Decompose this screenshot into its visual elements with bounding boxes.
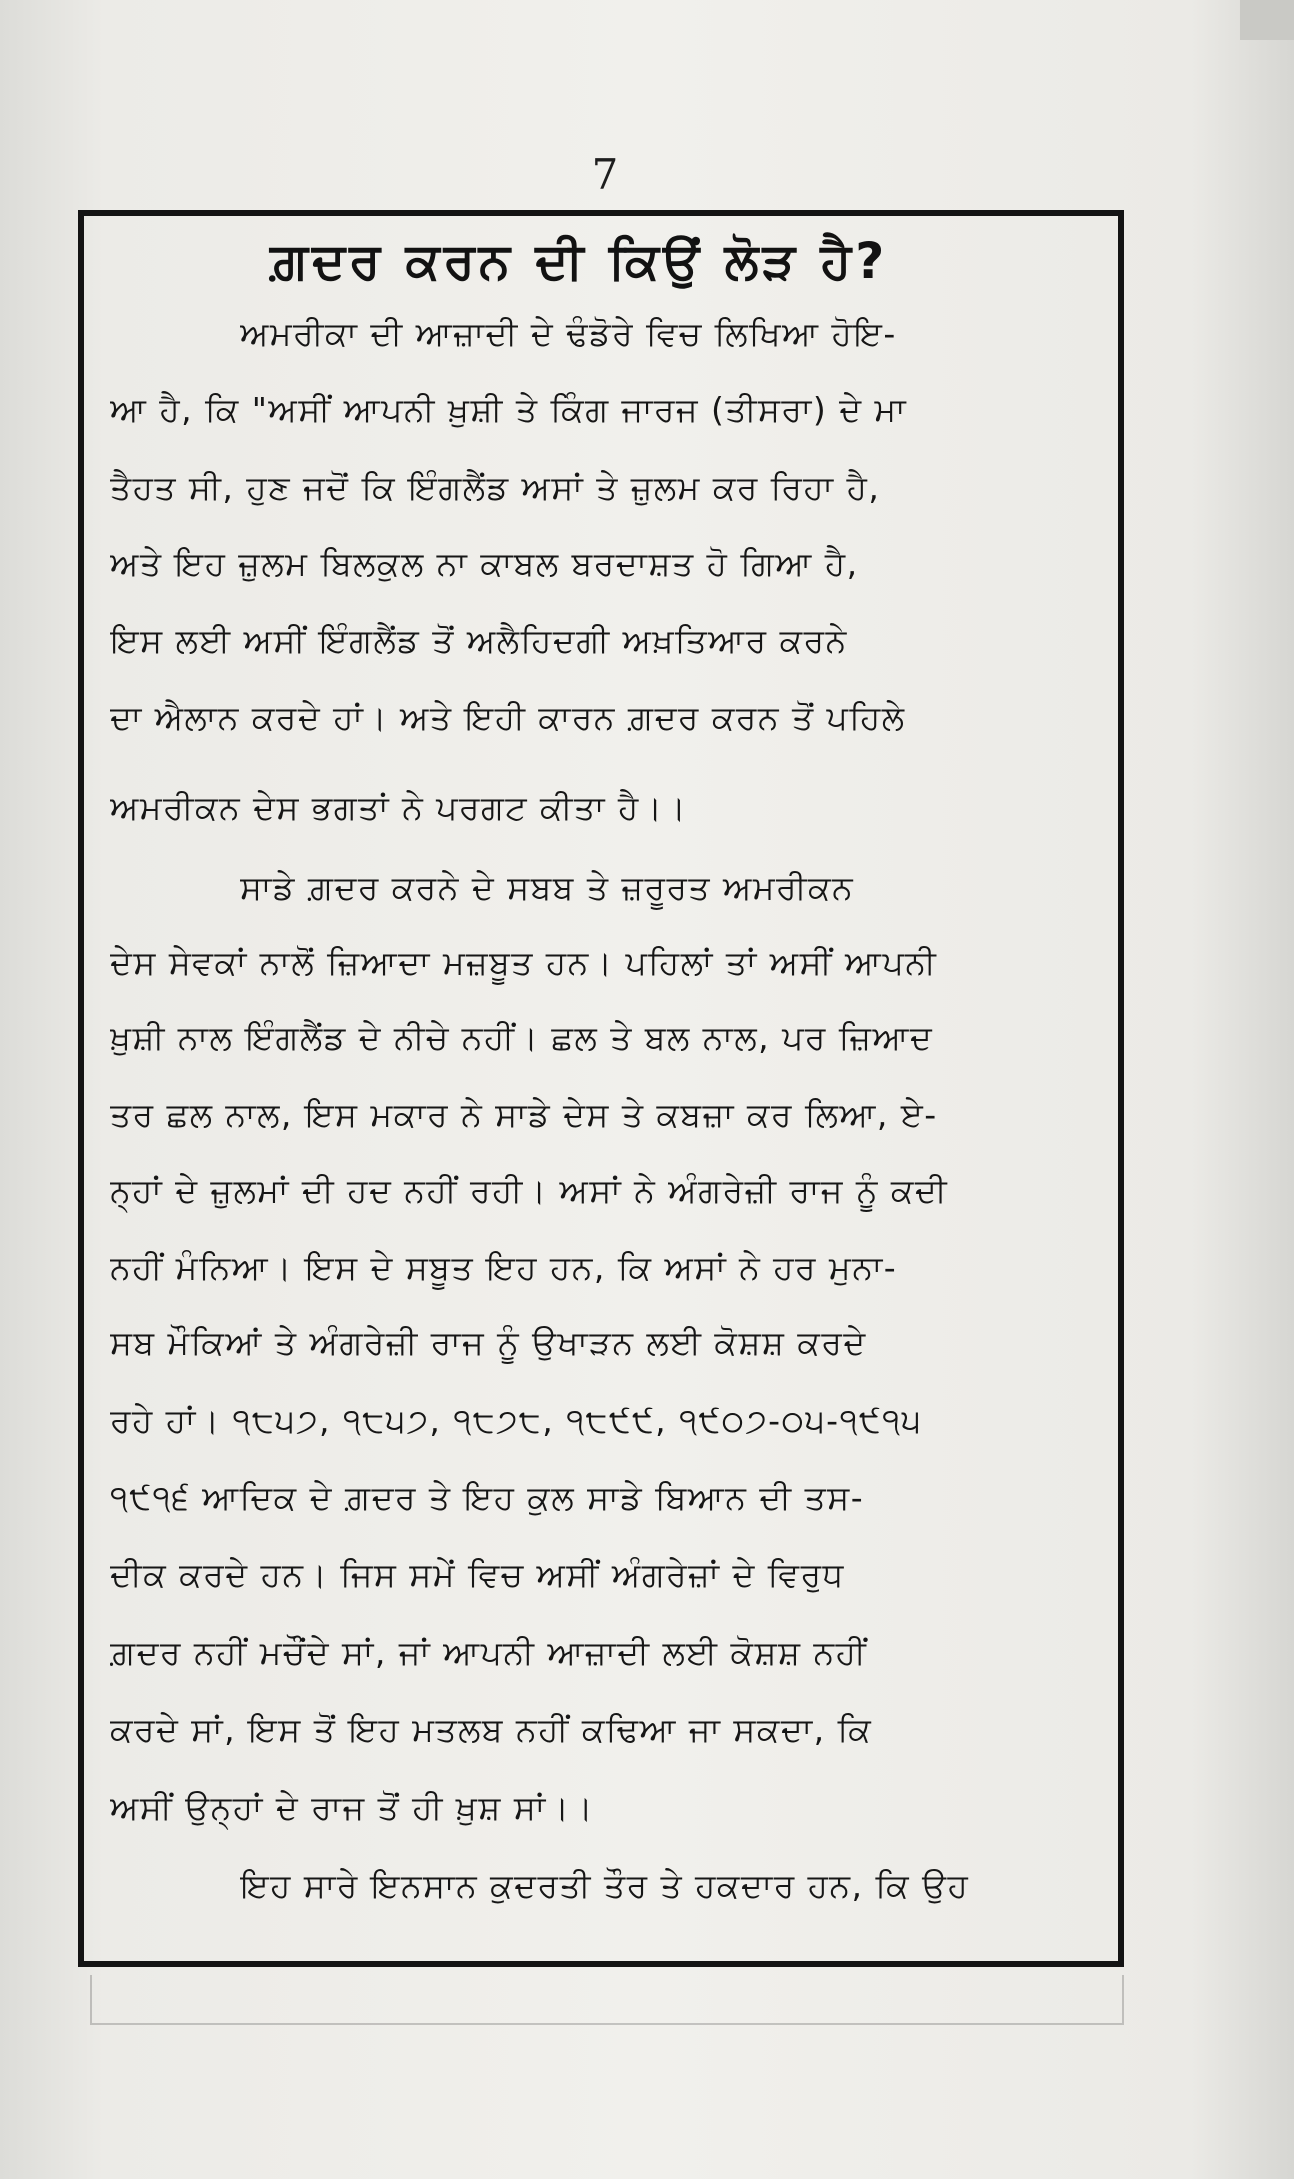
text-line: ਰਹੇ ਹਾਂ। ੧੮੫੭, ੧੮੫੭, ੧੮੭੮, ੧੮੯੯, ੧੯੦੭-੦੫-੧੯੧੫ (110, 1401, 923, 1440)
text-line: ਕਰਦੇ ਸਾਂ, ਇਸ ਤੋਂ ਇਹ ਮਤਲਬ ਨਹੀਂ ਕਢਿਆ ਜਾ ਸਕਦਾ, ਕਿ (110, 1710, 873, 1749)
text-line: ਨਹੀਂ ਮੰਨਿਆ। ਇਸ ਦੇ ਸਬੂਤ ਇਹ ਹਨ, ਕਿ ਅਸਾਂ ਨੇ ਹਰ ਮੁਨਾ- (110, 1248, 898, 1287)
text-line: ਅਤੇ ਇਹ ਜ਼ੁਲਮ ਬਿਲਕੁਲ ਨਾ ਕਾਬਲ ਬਰਦਾਸ਼ਤ ਹੋ ਗਿਆ ਹੈ, (110, 544, 859, 583)
text-line: ਅਮਰੀਕਨ ਦੇਸ ਭਗਤਾਂ ਨੇ ਪਰਗਟ ਕੀਤਾ ਹੈ।। (110, 788, 688, 827)
text-line: ਗ਼ਦਰ ਨਹੀਂ ਮਚੌਂਦੇ ਸਾਂ, ਜਾਂ ਆਪਨੀ ਆਜ਼ਾਦੀ ਲਈ ਕੋਸ਼ਸ਼ ਨਹੀਂ (110, 1633, 868, 1672)
page-heading: ਗ਼ਦਰ ਕਰਨ ਦੀ ਕਿਉਂ ਲੋੜ ਹੈ? (270, 232, 889, 290)
text-line: ਦੇਸ ਸੇਵਕਾਂ ਨਾਲੋਂ ਜ਼ਿਆਦਾ ਮਜ਼ਬੂਤ ਹਨ। ਪਹਿਲਾਂ ਤਾਂ ਅਸੀਂ ਆਪਨੀ (110, 943, 938, 982)
text-line: ਤਰ ਛਲ ਨਾਲ, ਇਸ ਮਕਾਰ ਨੇ ਸਾਡੇ ਦੇਸ ਤੇ ਕਬਜ਼ਾ ਕਰ ਲਿਆ, ਏ- (110, 1095, 938, 1134)
text-line: ਅਸੀਂ ਉਨ੍ਹਾਂ ਦੇ ਰਾਜ ਤੋਂ ਹੀ ਖ਼ੁਸ਼ ਸਾਂ।। (110, 1788, 595, 1827)
text-line: ਆ ਹੈ, ਕਿ "ਅਸੀਂ ਆਪਨੀ ਖ਼ੁਸ਼ੀ ਤੇ ਕਿੰਗ ਜਾਰਜ (ਤੀਸਰਾ) ਦੇ ਮਾ (110, 390, 908, 429)
text-line: ਸਾਡੇ ਗ਼ਦਰ ਕਰਨੇ ਦੇ ਸਬਬ ਤੇ ਜ਼ਰੂਰਤ ਅਮਰੀਕਨ (240, 868, 855, 907)
bleed-through-frame (90, 1975, 1124, 2025)
text-line: ਦੀਕ ਕਰਦੇ ਹਨ। ਜਿਸ ਸਮੇਂ ਵਿਚ ਅਸੀਂ ਅੰਗਰੇਜ਼ਾਂ ਦੇ ਵਿਰੁਧ (110, 1555, 845, 1594)
text-line: ਇਸ ਲਈ ਅਸੀਂ ਇੰਗਲੈਂਡ ਤੋਂ ਅਲੈਹਿਦਗੀ ਅਖ਼ਤਿਆਰ ਕਰਨੇ (110, 621, 848, 660)
text-line: ਸਬ ਮੌਕਿਆਂ ਤੇ ਅੰਗਰੇਜ਼ੀ ਰਾਜ ਨੂੰ ਉਖਾੜਨ ਲਈ ਕੋਸ਼ਸ਼ ਕਰਦੇ (110, 1323, 867, 1362)
text-line: ਇਹ ਸਾਰੇ ਇਨਸਾਨ ਕੁਦਰਤੀ ਤੌਰ ਤੇ ਹਕਦਾਰ ਹਨ, ਕਿ ਉਹ (240, 1866, 970, 1905)
text-line: ਦਾ ਐਲਾਨ ਕਰਦੇ ਹਾਂ। ਅਤੇ ਇਹੀ ਕਾਰਨ ਗ਼ਦਰ ਕਰਨ ਤੋਂ ਪਹਿਲੇ (110, 698, 906, 737)
text-line: ਤੈਹਤ ਸੀ, ਹੁਣ ਜਦੋਂ ਕਿ ਇੰਗਲੈਂਡ ਅਸਾਂ ਤੇ ਜ਼ੁਲਮ ਕਰ ਰਿਹਾ ਹੈ, (110, 468, 881, 507)
text-line: ਖ਼ੁਸ਼ੀ ਨਾਲ ਇੰਗਲੈਂਡ ਦੇ ਨੀਚੇ ਨਹੀਂ। ਛਲ ਤੇ ਬਲ ਨਾਲ, ਪਰ ਜ਼ਿਆਦ (110, 1018, 934, 1057)
page-corner (1240, 0, 1294, 40)
text-line: ਅਮਰੀਕਾ ਦੀ ਆਜ਼ਾਦੀ ਦੇ ਢੰਡੋਰੇ ਵਿਚ ਲਿਖਿਆ ਹੋਇ- (240, 314, 897, 353)
text-line: ੧੯੧੬ ਆਦਿਕ ਦੇ ਗ਼ਦਰ ਤੇ ਇਹ ਕੁਲ ਸਾਡੇ ਬਿਆਨ ਦੀ ਤਸ- (110, 1478, 865, 1517)
text-line: ਨ੍ਹਾਂ ਦੇ ਜ਼ੁਲਮਾਂ ਦੀ ਹਦ ਨਹੀਂ ਰਹੀ। ਅਸਾਂ ਨੇ ਅੰਗਰੇਜ਼ੀ ਰਾਜ ਨੂੰ ਕਦੀ (110, 1171, 949, 1210)
page-number: 7 (591, 150, 619, 199)
